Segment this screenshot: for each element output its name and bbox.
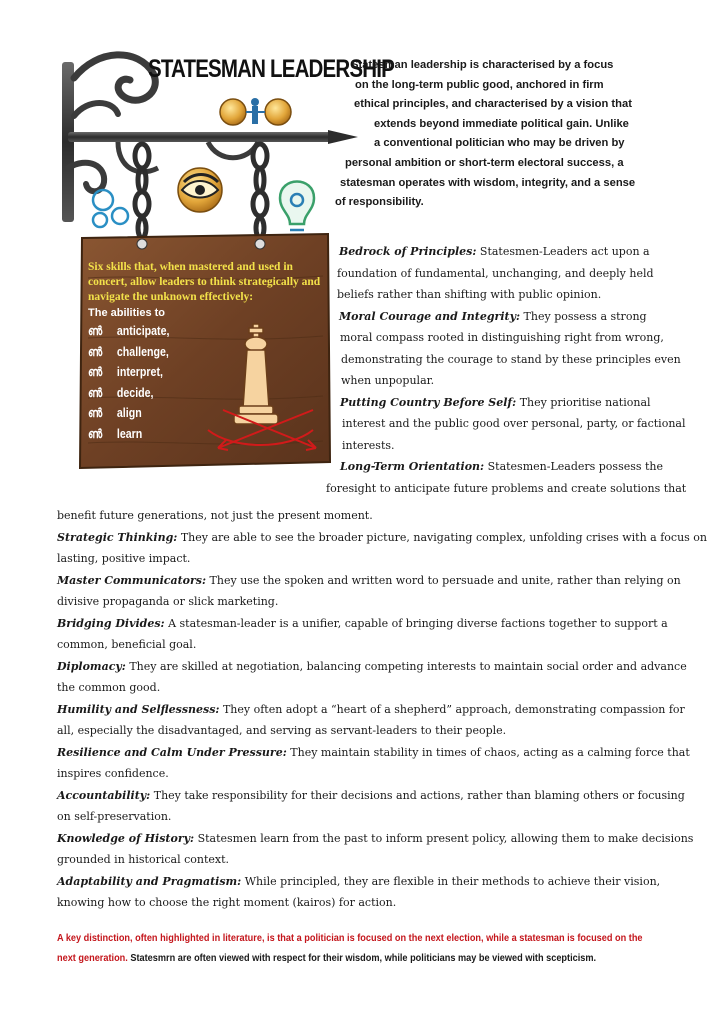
intro-line: on the long-term public good, anchored in firm	[355, 78, 604, 91]
bullet-icon: ൺ	[88, 385, 103, 400]
bullet-icon: ൺ	[88, 406, 103, 420]
trait-item: Knowledge of History: Statesmen learn from the past to inform present policy, allowing them to make decisions grounded in historical context.	[57, 831, 694, 866]
board-heading	[88, 260, 323, 305]
trait-item: benefit future generations, not just the present moment.	[57, 509, 373, 522]
intro-line: of responsibility.	[335, 196, 424, 209]
intro-line: personal ambition or short-term electoral success, a	[345, 156, 624, 169]
trait-item: Strategic Thinking: They are able to see the broader picture, navigating complex, unfolding crises with a focus on lasting, positive impact.	[57, 530, 708, 565]
trait-item: Resilience and Calm Under Pressure: They maintain stability in times of chaos, acting as a calming force that inspires confidence.	[57, 745, 690, 780]
eye-coin-icon	[178, 168, 222, 212]
abilities-label: The abilities to	[88, 307, 166, 319]
list-item: ൺ interpret,	[88, 362, 288, 383]
trait-item: Master Communicators: They use the spoken and written word to persuade and unite, rather than relying on divisive propaganda or slick marketing.	[57, 573, 681, 608]
trait-item: Accountability: They take responsibility for their decisions and actions, rather than blaming others or focusing on self-preservation.	[57, 788, 685, 823]
lower-traits	[57, 505, 708, 914]
bullet-icon: ൺ	[88, 324, 103, 338]
intro-line: a conventional politician who may be driven by	[374, 137, 625, 150]
board-heading-line: Six skills that, when mastered and used in	[88, 261, 293, 273]
list-item: ൺ challenge,	[88, 342, 288, 363]
trait-item: Bridging Divides: A statesman-leader is a unifier, capable of bringing diverse factions together to support a common, beneficial goal.	[57, 616, 668, 651]
bullet-icon: ൺ	[88, 365, 103, 379]
trait-item: Diplomacy: They are skilled at negotiation, balancing competing interests to maintain social order and advance the common good.	[57, 659, 687, 694]
intro-paragraph	[335, 56, 655, 213]
trait-item: Adaptability and Pragmatism: While principled, they are flexible in their methods to achieve their vision, knowing how to choose the right moment (kairos) for action.	[57, 874, 661, 909]
intro-line: Statesman leadership is characterised by a focus	[351, 59, 614, 71]
bullet-icon: ൺ	[88, 426, 103, 441]
bullet-icon: ൺ	[88, 344, 103, 359]
trait-item: Putting Country Before Self: They prioritise national interest and the public good over personal, party, or factional interests.	[340, 395, 686, 452]
trait-item: Long-Term Orientation: Statesmen-Leaders possess the foresight to anticipate future problems and create solutions that	[326, 460, 687, 495]
intro-line: statesman operates with wisdom, integrity, and a sense	[340, 176, 636, 189]
intro-line: extends beyond immediate political gain. Unlike	[374, 117, 629, 130]
list-item: ൺ learn	[88, 424, 288, 445]
intro-line: ethical principles, and characterised by a vision that	[354, 98, 632, 111]
key-distinction-note: A key distinction, often highlighted in literature, is that a politician is focused on the next election, while a statesman is focused on the next generation. Statesmrn are often viewed with respect for their wisdom, while politicians may be viewed with scepticism.	[57, 933, 643, 964]
trait-item: Humility and Selflessness: They often adopt a “heart of a shepherd” approach, demonstrating compassion for all, especially the disadvantaged, and serving as servant-leaders to their people.	[57, 702, 685, 737]
board-heading-line: navigate the unknown effectively:	[88, 291, 254, 303]
balance-coins-icon	[220, 98, 291, 125]
board-heading-line: concert, allow leaders to think strategically and	[88, 276, 321, 288]
list-item: ൺ anticipate,	[88, 321, 288, 342]
trait-item: Moral Courage and Integrity: They possess a strong moral compass rooted in distinguishing right from wrong, demonstrating the courage to stand by these principles even when unpopular.	[339, 309, 681, 387]
lightbulb-icon	[280, 182, 314, 237]
chat-bubbles-icon	[93, 190, 128, 227]
abilities-list	[88, 321, 323, 444]
sign-title: STATESMAN LEADERSHIP	[148, 55, 394, 83]
list-item: ൺ decide,	[88, 383, 288, 404]
trait-item: Bedrock of Principles: Statesmen-Leaders act upon a foundation of fundamental, unchanging, and deeply held beliefs rather than shifting with public opinion.	[337, 245, 654, 301]
board-text	[88, 260, 323, 444]
list-item: ൺ align	[88, 403, 288, 424]
upper-traits	[326, 241, 687, 499]
